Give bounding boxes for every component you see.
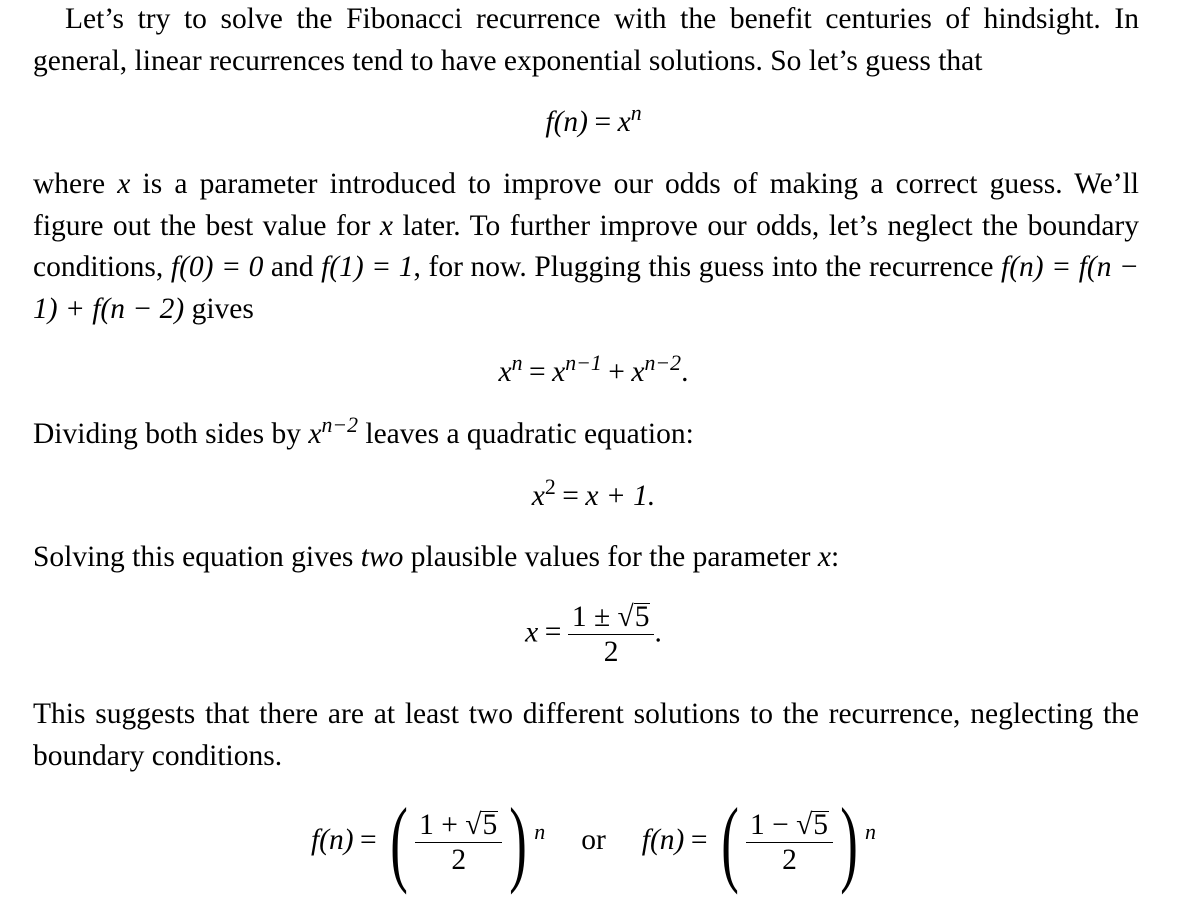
fraction-numerator: [568, 600, 655, 634]
text-segment: :: [830, 541, 840, 573]
fraction-conjugate: [746, 808, 833, 877]
radicand: 5: [634, 601, 650, 633]
numerator-text: 1 −: [749, 808, 797, 841]
emphasis-two: two: [360, 541, 404, 573]
equation-two-solutions: [0, 788, 1187, 896]
equation-guess-base: x: [617, 106, 631, 138]
text-segment: is a parameter introduced to improve our odds of making a correct guess. We’ll figure out the best value for: [33, 168, 1139, 242]
radical-sign: √: [465, 808, 482, 841]
numerator-text: 1 ±: [571, 601, 618, 633]
equation-roots: [0, 600, 1187, 669]
fraction-golden-ratio: [415, 808, 502, 877]
equation-guess-exponent: n: [630, 101, 642, 126]
eq2-term-base: x: [552, 356, 566, 388]
math-var-x: x: [817, 541, 831, 573]
fraction-numerator: [746, 808, 833, 842]
radical-sign: √: [796, 808, 813, 841]
paragraph-intro: [33, 0, 1139, 82]
eq2-term-exponent: n−2: [644, 351, 682, 376]
equation-quadratic: [0, 476, 1187, 518]
divisor-base: x: [308, 418, 322, 450]
recurrence-expression: f(n) = f(n − 1) + f(n − 2): [33, 251, 1139, 325]
fraction-denominator: 2: [746, 842, 833, 877]
text-segment: gives: [184, 292, 254, 325]
paragraph-solving: [33, 537, 1139, 579]
right-paren: ): [840, 788, 858, 896]
text-segment: and: [263, 251, 322, 283]
eq2-term-exponent: n−1: [565, 351, 602, 376]
equals-sign: =: [529, 356, 546, 388]
paragraph-intro-text: Let’s try to solve the Fibonacci recurrence with the benefit centuries of hindsight. In general, linear recurrences tend to have exponential solutions. So let’s guess that: [33, 3, 1139, 77]
period: .: [654, 616, 662, 649]
radical-sign: √: [617, 601, 634, 633]
equals-sign: =: [544, 616, 562, 649]
equals-sign: =: [594, 106, 612, 138]
fraction-denominator: 2: [568, 634, 655, 669]
text-segment: plausible values for the parameter: [403, 541, 818, 573]
square-root: [796, 808, 829, 842]
boundary-condition-1: f(1) = 1: [321, 251, 414, 283]
eq2-term-exponent: n: [511, 351, 523, 376]
left-paren: (: [390, 788, 408, 896]
text-segment: later. To further improve our odds, let’s neglect the boundary conditions,: [33, 209, 1139, 283]
equation-guess-lhs: f(n): [545, 106, 588, 138]
left-paren: (: [721, 788, 739, 896]
paragraph-divide: [33, 414, 1139, 456]
fraction-denominator: 2: [415, 842, 502, 877]
numerator-text: 1 +: [419, 808, 466, 841]
text-segment: Solving this equation gives: [33, 541, 361, 573]
equation-recurrence-substituted: [0, 352, 1187, 394]
equals-sign: =: [360, 824, 377, 856]
radicand: 5: [813, 808, 829, 841]
equals-sign: =: [562, 480, 579, 512]
eq2-term-base: x: [498, 356, 512, 388]
equals-sign: =: [690, 824, 708, 856]
solution-lhs: f(n): [641, 824, 685, 856]
text-segment: where: [33, 168, 118, 200]
radicand: 5: [482, 808, 498, 841]
eq2-term-base: x: [631, 356, 645, 388]
solution-lhs: f(n): [310, 824, 354, 856]
text-segment: leaves a quadratic equation:: [358, 418, 694, 450]
divisor-exponent: n−2: [321, 413, 358, 438]
square-root: [618, 600, 651, 634]
power-exponent: n: [865, 819, 877, 844]
fraction-numerator: [415, 808, 502, 842]
power-exponent: n: [534, 819, 546, 844]
eq3-exponent: 2: [544, 475, 556, 500]
right-paren: ): [509, 788, 528, 896]
eq4-lhs: x: [525, 616, 539, 649]
fraction-roots: [568, 600, 655, 669]
boundary-condition-0: f(0) = 0: [170, 251, 264, 283]
math-var-x: x: [379, 209, 393, 242]
square-root: [465, 808, 498, 842]
math-var-x: x: [117, 168, 131, 200]
text-segment: , for now. Plugging this guess into the recurrence: [413, 251, 1002, 283]
paragraph-suggests-text: This suggests that there are at least two different solutions to the recurrence, neglecting the boundary conditions.: [33, 698, 1139, 772]
eq3-rhs: x + 1.: [585, 480, 656, 512]
conjunction-or: or: [581, 824, 606, 856]
paragraph-parameter: [33, 164, 1139, 330]
text-segment: Dividing both sides by: [33, 418, 309, 450]
eq3-base: x: [531, 480, 545, 512]
equation-guess: [0, 102, 1187, 144]
period: .: [681, 356, 689, 388]
paragraph-suggests: [33, 694, 1139, 777]
plus-sign: +: [608, 356, 625, 388]
